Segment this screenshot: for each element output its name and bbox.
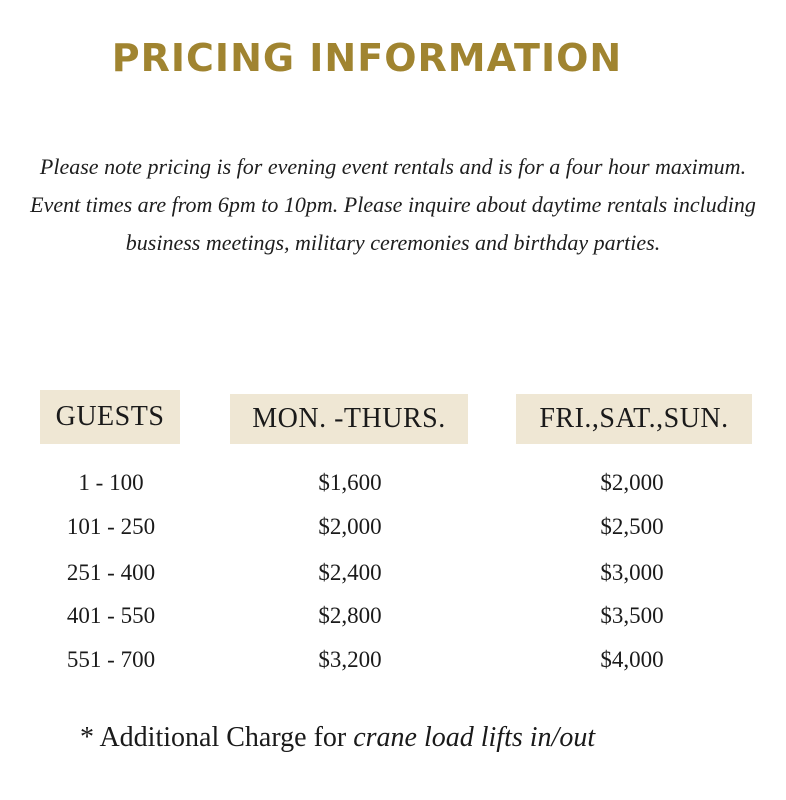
mon-thurs-price-cell: $2,800 [318,603,382,628]
mon-thurs-price-cell: $3,200 [318,647,382,672]
additional-charge-note [80,722,595,754]
fri-sun-price-cell: $2,500 [600,514,664,539]
note-prefix: * Additional Charge for [80,722,354,753]
note-emphasis: crane load lifts in/out [353,722,596,753]
guests-range-cell: 551 - 700 [66,647,156,672]
fri-sun-price-cell: $4,000 [600,647,664,672]
mon-thurs-price-cell: $2,000 [318,514,382,539]
guests-range-cell: 1 - 100 [78,470,144,495]
fri-sun-price-cell: $3,500 [600,603,664,628]
page-title: PRICING INFORMATION [111,36,623,80]
mon-thurs-price-cell: $2,400 [318,560,382,585]
mon-thurs-price-cell: $1,600 [318,470,382,495]
guests-range-cell: 101 - 250 [66,514,156,539]
column-header-guests: GUESTS [40,390,180,444]
fri-sun-price-cell: $2,000 [600,470,664,495]
fri-sun-price-cell: $3,000 [600,560,664,585]
column-header-mon-thurs: MON. -THURS. [230,394,468,444]
guests-range-cell: 251 - 400 [66,560,156,585]
column-header-fri-sun: FRI.,SAT.,SUN. [516,394,752,444]
intro-paragraph: Please note pricing is for evening event rentals and is for a four hour maximum. Event times are from 6pm to 10pm. Please inquire about daytime rentals including business meetings, military ceremonies and birthday parties. [30,154,756,255]
guests-range-cell: 401 - 550 [66,603,156,628]
